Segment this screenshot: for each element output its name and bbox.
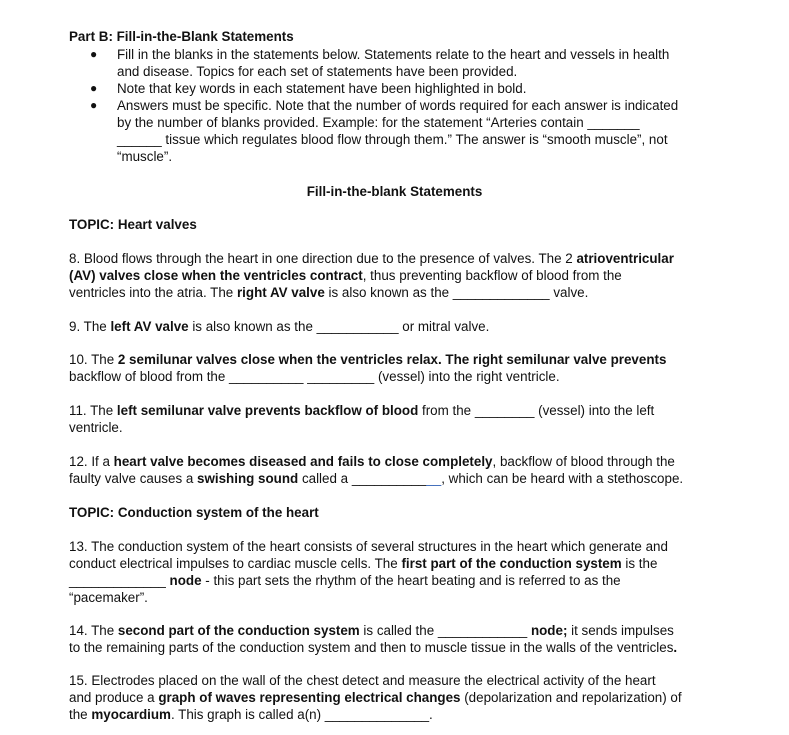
topic-heart-valves: TOPIC: Heart valves <box>69 217 197 232</box>
statement-text: ventricles into the atria. The <box>69 285 237 300</box>
statement-text: , which can be heard with a stethoscope. <box>441 471 684 486</box>
statement-text: Answers must be specific. Note that the number of words required for each answer is indicated <box>117 98 679 113</box>
statement-text: 15. Electrodes placed on the wall of the chest detect and measure the electrical activity of the heart <box>69 673 656 688</box>
statement-11 <box>69 402 654 436</box>
text-line <box>69 368 666 385</box>
text-line <box>69 622 677 639</box>
section-title: Fill-in-the-blank Statements <box>306 184 483 199</box>
topic-conduction-system: TOPIC: Conduction system of the heart <box>69 505 319 520</box>
statement-text: 12. If a <box>69 454 114 469</box>
text-line <box>69 672 682 689</box>
statement-text: (depolarization and repolarization) of <box>460 690 682 705</box>
statement-text: backflow of blood from the __________ _________ (vessel) into the right ventricle. <box>69 369 560 384</box>
statement-text: 10. The <box>69 352 118 367</box>
statement-text: 13. The conduction system of the heart consists of several structures in the heart which generate and <box>69 539 668 554</box>
statement-text: , backflow of blood through the <box>492 454 675 469</box>
bold-keyword: graph of waves representing electrical changes <box>158 690 461 705</box>
text-line <box>69 267 674 284</box>
text-line <box>69 639 677 656</box>
text-line <box>69 538 668 555</box>
bold-keyword: atrioventricular <box>576 251 674 266</box>
bold-keyword: node; <box>530 623 568 638</box>
text-line <box>69 470 683 487</box>
text-line <box>117 148 678 165</box>
statement-text: 14. The <box>69 623 118 638</box>
statement-text: 11. The <box>69 403 117 418</box>
text-line <box>69 453 683 470</box>
text-line <box>69 402 654 419</box>
answer-blank-mark: __ <box>426 471 442 486</box>
statement-text: is the <box>621 556 658 571</box>
bold-keyword: first part of the conduction system <box>401 556 622 571</box>
bold-keyword: node <box>169 573 202 588</box>
text-line <box>69 706 682 723</box>
bold-keyword: myocardium <box>91 707 171 722</box>
statement-text: and produce a <box>69 690 159 705</box>
instructions-list <box>90 46 678 165</box>
text-line <box>69 351 666 368</box>
text-line <box>69 572 668 589</box>
statement-8 <box>69 250 674 301</box>
bold-keyword: second part of the conduction system <box>117 623 360 638</box>
statement-text: it sends impulses <box>567 623 674 638</box>
statement-text: Fill in the blanks in the statements below. Statements relate to the heart and vessels in health <box>117 47 670 62</box>
statement-text: ______ tissue which regulates blood flow through them.” The answer is “smooth muscle”, not <box>117 132 668 147</box>
statement-text: “muscle”. <box>117 149 173 164</box>
instruction-bullet <box>90 80 678 97</box>
statement-text: is called the ____________ <box>359 623 531 638</box>
statement-text: and disease. Topics for each set of statements have been provided. <box>117 64 518 79</box>
statement-text: called a __________ <box>298 471 427 486</box>
bold-keyword: . <box>673 640 678 655</box>
statement-10 <box>69 351 666 385</box>
statement-text: is also known as the ___________ or mitral valve. <box>188 319 490 334</box>
text-line <box>69 250 674 267</box>
text-line <box>117 46 678 63</box>
instruction-bullet <box>90 46 678 80</box>
text-line <box>117 80 678 97</box>
statement-text: ventricle. <box>69 420 123 435</box>
statement-15 <box>69 672 682 723</box>
bold-keyword: 2 semilunar valves close when the ventricles relax. The right semilunar valve prevents <box>117 352 667 367</box>
statement-text: by the number of blanks provided. Example: for the statement “Arteries contain _______ <box>117 115 640 130</box>
statement-text: from the ________ (vessel) into the left <box>418 403 655 418</box>
text-line <box>117 114 678 131</box>
statement-text: the <box>69 707 92 722</box>
text-line <box>69 284 674 301</box>
bold-keyword: (AV) valves close when the ventricles contract <box>69 268 363 283</box>
statement-text: faulty valve causes a <box>69 471 198 486</box>
statement-text: - this part sets the rhythm of the heart beating and is referred to as the <box>201 573 621 588</box>
statement-text: 9. The <box>69 319 111 334</box>
instruction-bullet <box>90 97 678 165</box>
statement-text: , thus preventing backflow of blood from the <box>362 268 622 283</box>
bold-keyword: right AV valve <box>236 285 325 300</box>
bullet-icon: ● <box>90 47 98 61</box>
statement-text: 8. Blood flows through the heart in one direction due to the presence of valves. The 2 <box>69 251 577 266</box>
text-line <box>69 589 668 606</box>
bullet-icon: ● <box>90 98 98 112</box>
bold-keyword: heart valve becomes diseased and fails to close completely <box>113 454 493 469</box>
bold-keyword: left semilunar valve prevents backflow of blood <box>116 403 419 418</box>
statement-13 <box>69 538 668 606</box>
bold-keyword: left AV valve <box>110 319 189 334</box>
text-line <box>117 97 678 114</box>
statement-text: “pacemaker”. <box>69 590 148 605</box>
part-b-heading: Part B: Fill-in-the-Blank Statements <box>69 29 294 44</box>
statement-text: Note that key words in each statement have been highlighted in bold. <box>117 81 527 96</box>
statement-text: . This graph is called a(n) ______________. <box>170 707 433 722</box>
statement-text: to the remaining parts of the conduction system and then to muscle tissue in the walls of the ventricles <box>69 640 674 655</box>
statement-text: _____________ <box>69 573 170 588</box>
bold-keyword: swishing sound <box>197 471 299 486</box>
text-line <box>69 419 654 436</box>
text-line <box>69 318 489 335</box>
statement-text: conduct electrical impulses to cardiac muscle cells. The <box>69 556 402 571</box>
text-line <box>69 555 668 572</box>
text-line <box>69 689 682 706</box>
statement-9 <box>69 318 489 335</box>
statement-14 <box>69 622 677 656</box>
statement-12 <box>69 453 683 487</box>
statement-text: is also known as the _____________ valve. <box>324 285 589 300</box>
text-line <box>117 63 678 80</box>
text-line <box>117 131 678 148</box>
bullet-icon: ● <box>90 81 98 95</box>
